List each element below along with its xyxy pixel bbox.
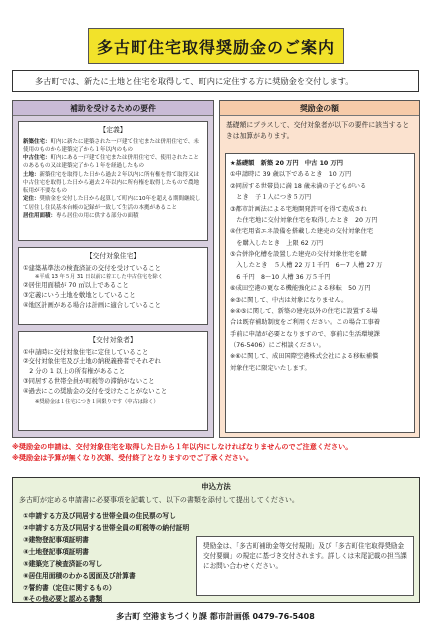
persons-box bbox=[18, 331, 208, 431]
amount-panel bbox=[219, 100, 420, 438]
page-title: 多古町住宅取得奨励金のご案内 bbox=[88, 28, 344, 64]
application-intro: 多古町が定める申請書に必要事項を記載して、以下の書類を添付して提出してください。 bbox=[19, 496, 299, 504]
document-item: ②申請する方及び同居する世帯全員の町税等の納付証明 bbox=[23, 523, 190, 532]
housing-item: ③定義にいう土地を敷地としていること bbox=[23, 292, 136, 300]
amount-note: 対象住宅に限定いたします。 bbox=[230, 364, 311, 372]
amount-line: を購入したとき 上限 62 万円 bbox=[230, 239, 324, 247]
document-item: ①申請する方及び同居する世帯全員の住民票の写し bbox=[23, 512, 176, 520]
amount-note: 手前に申請が必要となりますので、事前に生活環境課 bbox=[230, 330, 380, 338]
amount-line: ④住宅用省エネ設備を搭載した建売の交付対象住宅 bbox=[230, 228, 374, 236]
amount-note: （76-5406）にご相談ください。 bbox=[230, 342, 325, 349]
amount-heading: 奨励金の額 bbox=[220, 101, 419, 116]
amount-line: 入したとき ５人槽 22 万１千円 6〜7 人槽 27 万 bbox=[230, 262, 383, 270]
amount-line: 6 千円 8〜10 人槽 36 万５千円 bbox=[230, 273, 331, 281]
housing-item: ④地区計画がある場合は計画に適合していること bbox=[23, 301, 161, 309]
definition-item: 土地：新築住宅を取得した日から過去２年以内に所有権を得て取得又は中古住宅を取得した日から過去２年以内に所有権を取得したもので農地転用が不要なもの bbox=[23, 171, 200, 195]
amount-line: ②同居する世帯員に満 18 歳未満の子どもがいる bbox=[230, 182, 367, 190]
amount-line: ①申請時に 39 歳以下であるとき 10 万円 bbox=[230, 171, 352, 179]
warning-note: ※奨励金の申請は、交付対象住宅を取得した日から１年以内にしなければなりませんのでご注意ください。 bbox=[12, 442, 353, 451]
housing-box bbox=[18, 247, 208, 325]
intro-text: 多古町では、新たに土地と住宅を取得して、町内に定住する方に奨励金を交付します。 bbox=[12, 70, 419, 92]
application-title: 申込方法 bbox=[201, 482, 231, 491]
housing-item: ②居住用面積が 70 ㎡以上であること bbox=[23, 282, 129, 290]
amount-note: 合は既存補助制度をご利用ください。この場合工事着 bbox=[230, 319, 380, 327]
amount-box bbox=[225, 153, 415, 433]
persons-item: ②交付対象住宅及び土地の納税義務者でそれぞれ bbox=[23, 358, 161, 366]
contact-footer: 多古町 空港まちづくり課 都市計画係 0479-76-5408 bbox=[116, 612, 315, 621]
persons-title: 【交付対象者】 bbox=[89, 336, 137, 344]
document-item: ⑤建築完了検査済証の写し bbox=[23, 559, 103, 568]
housing-title: 【交付対象住宅】 bbox=[85, 252, 141, 260]
amount-description: 基礎額にプラスして、交付対象者が以下の要件に該当するときは加算があります。 bbox=[226, 121, 410, 140]
base-amount: ★基礎額 新築 20 万円 中古 10 万円 bbox=[230, 160, 343, 167]
amount-note: ※④⑤に関して、新築の建売以外の住宅に設置する場 bbox=[230, 307, 378, 315]
amount-line: ⑥成田空港の更なる機能強化による移転 50 万円 bbox=[230, 285, 371, 293]
document-item: ④土地登記事項証明書 bbox=[23, 547, 89, 556]
warning-note: ※奨励金は予算が無くなり次第、受付終了となりますのでご了承ください。 bbox=[12, 452, 253, 462]
persons-item: ④過去にこの奨励金の交付を受けたことがないこと bbox=[23, 387, 168, 395]
amount-line: た住宅地に交付対象住宅を取得したとき 20 万円 bbox=[230, 216, 378, 224]
requirements-panel bbox=[12, 100, 214, 438]
definitions-box bbox=[18, 121, 208, 241]
document-item: ⑦誓約書（定住に関するもの） bbox=[23, 583, 116, 592]
amount-line: とき 子１人につき５万円 bbox=[230, 194, 312, 202]
definition-item: 居住用面積：専ら居住の用に供する部分の面積 bbox=[23, 212, 139, 219]
regulation-note: 奨励金は、「多古町補助金等交付規則」及び「多古町住宅取得奨励金交付要綱」の規定に基づき交付されます。詳しくは末尾記載の担当課にお問い合わせください。 bbox=[196, 536, 414, 596]
amount-line: ⑤合併浄化槽を設置した建売の交付対象住宅を購 bbox=[230, 251, 367, 258]
persons-note: ※奨励金は１住宅につき１回限りです（中古は除く） bbox=[35, 399, 159, 406]
definitions-title: 【定義】 bbox=[99, 126, 127, 134]
housing-item: ①建築基準法の検査済証の交付を受けていること bbox=[23, 264, 161, 272]
document-item: ③建物登記事項証明書 bbox=[23, 535, 89, 544]
document-list bbox=[23, 511, 189, 606]
definition-item: 定住：奨励金を交付した日から起算して町内に10年を超える期間継続して居住し住民基本台帳の記録が一致して生活の本拠があること bbox=[23, 196, 201, 211]
document-item: ⑥居住用面積のわかる図面及び計算書 bbox=[23, 571, 136, 580]
requirements-heading: 補助を受けるための要件 bbox=[13, 101, 213, 116]
definition-item: 新築住宅：町内に新たに建築された一戸建て住宅または併用住宅で、未使用のものから建築完了から１年以内のもの bbox=[23, 138, 199, 153]
persons-item: ③同居する世帯全員が町税等の滞納がないこと bbox=[23, 377, 155, 385]
amount-note: ※⑥に関して、成田国際空港株式会社による移転補償 bbox=[230, 353, 379, 361]
persons-item: 2 分の 1 以上の所有権があること bbox=[23, 368, 126, 376]
application-section bbox=[12, 477, 420, 603]
housing-note: ※平成 13 年５月 31 日以前に着工した中古住宅を除く bbox=[35, 274, 163, 281]
amount-note: ※③に関して、中古は対象になりません。 bbox=[230, 296, 348, 304]
amount-line: ③都市計画法による宅地開発許可を得て造成され bbox=[230, 205, 367, 213]
definition-item: 中古住宅：町内にある一戸建て住宅または併用住宅で、使用されたことのあるもの又は建築完了から１年を経過したもの bbox=[23, 155, 199, 170]
persons-item: ①申請時に交付対象住宅に定住していること bbox=[23, 348, 149, 356]
warning-notes bbox=[12, 442, 420, 464]
document-item: ⑧その他必要と認める書類 bbox=[23, 595, 103, 604]
